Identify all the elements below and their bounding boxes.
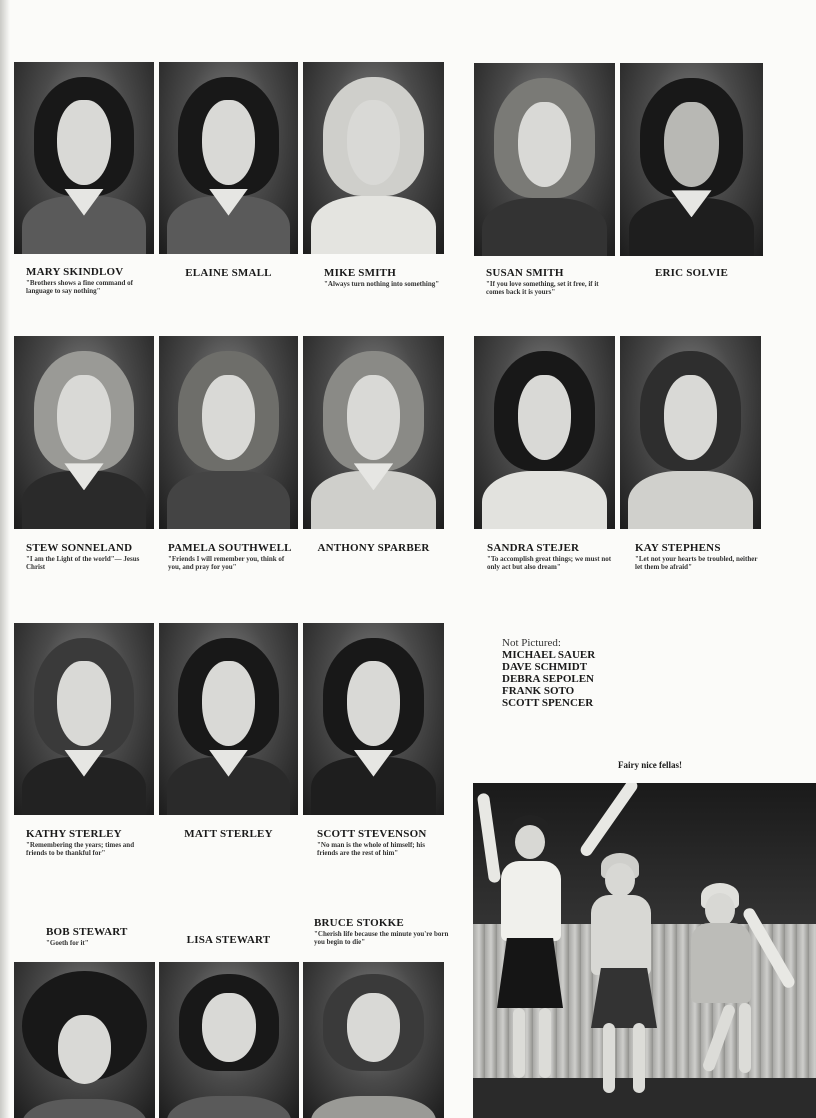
student-name: MIKE SMITH — [324, 267, 396, 279]
not-pictured-name: DAVE SCHMIDT — [502, 661, 588, 673]
student-quote: "I am the Light of the world"— Jesus Christ — [26, 555, 140, 571]
student-name: KATHY STERLEY — [26, 828, 122, 840]
not-pictured-list — [502, 637, 595, 709]
student-name: STEW SONNELAND — [26, 542, 133, 554]
student-name: ELAINE SMALL — [185, 267, 272, 279]
portrait-lisa-stewart — [159, 962, 299, 1118]
portrait-matt-sterley — [159, 623, 298, 815]
student-quote: "To accomplish great things; we must not only act but also dream" — [487, 555, 612, 571]
not-pictured-name: SCOTT SPENCER — [502, 697, 594, 709]
student-name: SUSAN SMITH — [486, 267, 564, 279]
student-name: BOB STEWART — [46, 926, 128, 938]
portrait-susan-smith — [474, 63, 615, 256]
not-pictured-name: DEBRA SEPOLEN — [502, 673, 594, 685]
student-name: MATT STERLEY — [184, 828, 273, 840]
portrait-bob-stewart — [14, 962, 155, 1118]
portrait-kay-stephens — [620, 336, 761, 529]
student-quote: "Let not your hearts be troubled, neither let them be afraid" — [635, 555, 758, 571]
portrait-eric-solvie — [620, 63, 763, 256]
student-name: LISA STEWART — [186, 934, 271, 946]
student-quote: "Friends I will remember you, think of you, and pray for you" — [168, 555, 285, 571]
portrait-elaine-small — [159, 62, 298, 254]
student-quote: "Always turn nothing into something" — [324, 280, 440, 288]
photo-caption: Fairy nice fellas! — [618, 760, 682, 770]
student-quote: "Cherish life because the minute you're born you begin to die" — [314, 930, 449, 946]
student-name: SCOTT STEVENSON — [317, 828, 427, 840]
portrait-mary-skindlov — [14, 62, 154, 254]
portrait-anthony-sparber — [303, 336, 444, 529]
stage-performance-photo — [473, 783, 816, 1118]
page-gutter-shadow — [0, 0, 10, 1118]
portrait-mike-smith — [303, 62, 444, 254]
student-name: ANTHONY SPARBER — [317, 542, 430, 554]
portrait-pamela-southwell — [159, 336, 298, 529]
student-name: KAY STEPHENS — [635, 542, 721, 554]
student-quote: "If you love something, set it free, if it comes back it is yours" — [486, 280, 599, 296]
portrait-stew-sonneland — [14, 336, 154, 529]
portrait-kathy-sterley — [14, 623, 154, 815]
student-name: BRUCE STOKKE — [314, 917, 404, 929]
student-name: PAMELA SOUTHWELL — [168, 542, 292, 554]
student-name: ERIC SOLVIE — [654, 267, 729, 279]
student-quote: "Remembering the years; times and friends to be thankful for" — [26, 841, 135, 857]
portrait-sandra-stejer — [474, 336, 615, 529]
student-quote: "Goeth for it" — [46, 939, 89, 947]
student-name: MARY SKINDLOV — [26, 266, 124, 278]
portrait-scott-stevenson — [303, 623, 444, 815]
not-pictured-name: FRANK SOTO — [502, 685, 575, 697]
student-name: SANDRA STEJER — [487, 542, 580, 554]
student-quote: "Brothers shows a fine command of language to say nothing" — [26, 279, 134, 295]
student-quote: "No man is the whole of himself; his friends are the rest of him" — [317, 841, 425, 857]
portrait-bruce-stokke — [303, 962, 444, 1118]
not-pictured-title: Not Pictured: — [502, 637, 561, 649]
not-pictured-name: MICHAEL SAUER — [502, 649, 596, 661]
